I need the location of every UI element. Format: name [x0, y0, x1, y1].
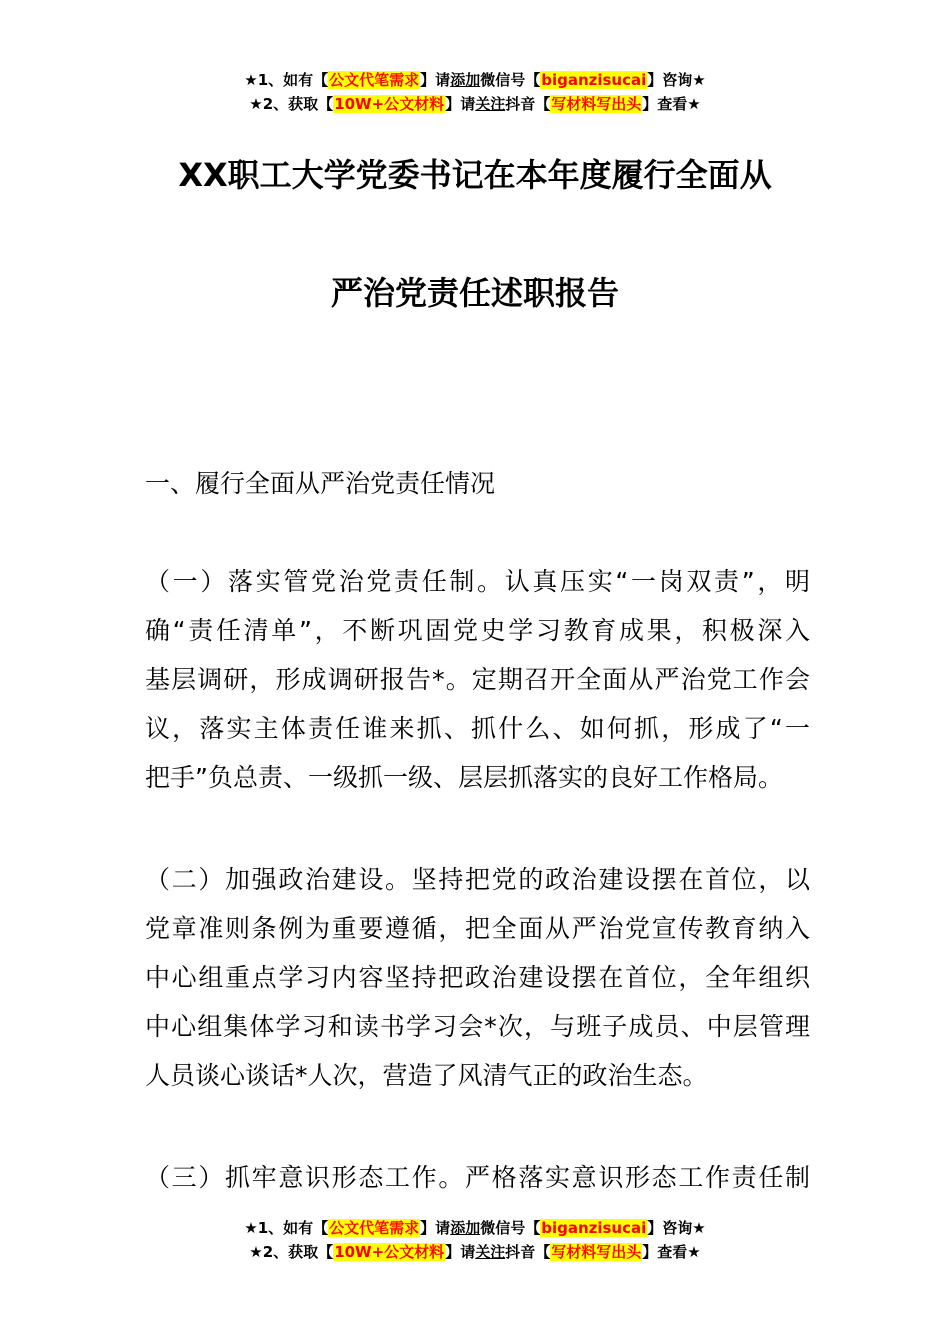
promo-text: 】请 [420, 71, 451, 89]
paragraph-line: 把手”负总责、一级抓一级、层层抓落实的良好工作格局。 [145, 763, 783, 792]
promo-underlined-text: 添加 [450, 1219, 481, 1237]
promo-text: 】查看★ [642, 95, 701, 113]
paragraph-line: 中心组集体学习和读书学习会*次，与班子成员、中层管理 [145, 1012, 810, 1041]
body-paragraph-3 [145, 1158, 810, 1207]
promo-text: ★2、获取【 [249, 95, 334, 113]
promo-text: 微信号【 [480, 71, 541, 89]
promo-highlight: 公文代笔需求 [329, 1219, 420, 1237]
document-title-line-2: 严治党责任述职报告 [330, 274, 619, 312]
promo-highlight: 10W+公文材料 [334, 95, 445, 113]
body-paragraph-2 [145, 860, 810, 1105]
promo-text: 】咨询★ [647, 1219, 706, 1237]
promo-highlight: 10W+公文材料 [334, 1243, 445, 1261]
document-title-line-1: XX职工大学党委书记在本年度履行全面从 [178, 156, 772, 194]
promo-text: 】咨询★ [647, 71, 706, 89]
promo-highlight-wechat-id: biganzisucai [541, 71, 647, 89]
promo-line-2 [0, 1240, 950, 1264]
promo-line-1 [0, 1216, 950, 1240]
promo-text: ★1、如有【 [244, 71, 329, 89]
paragraph-line: 基层调研，形成调研报告*。定期召开全面从严治党工作会 [145, 665, 810, 694]
promo-text: ★1、如有【 [244, 1219, 329, 1237]
paragraph-line: 确“责任清单”，不断巩固党史学习教育成果，积极深入 [145, 616, 810, 645]
body-paragraph-1 [145, 562, 810, 807]
paragraph-line: （一）落实管党治党责任制。认真压实“一岗双责”，明 [145, 567, 810, 596]
promo-text: ★2、获取【 [249, 1243, 334, 1261]
promo-text: 】请 [420, 1219, 451, 1237]
bottom-promo-banner [0, 1216, 950, 1264]
paragraph-line: （三）抓牢意识形态工作。严格落实意识形态工作责任制 [145, 1163, 810, 1192]
promo-highlight-douyin-id: 写材料写出头 [551, 1243, 642, 1261]
promo-highlight-douyin-id: 写材料写出头 [551, 95, 642, 113]
promo-line-2 [0, 92, 950, 116]
promo-underlined-text: 添加 [450, 71, 481, 89]
promo-line-1 [0, 68, 950, 92]
promo-highlight-wechat-id: biganzisucai [541, 1219, 647, 1237]
promo-text: 抖音【 [505, 95, 551, 113]
promo-underlined-text: 关注 [475, 95, 506, 113]
paragraph-line: 党章准则条例为重要遵循，把全面从严治党宣传教育纳入 [145, 914, 810, 943]
paragraph-line: 中心组重点学习内容坚持把政治建设摆在首位，全年组织 [145, 963, 810, 992]
paragraph-line: 人员谈心谈话*人次，营造了风清气正的政治生态。 [145, 1061, 708, 1090]
promo-text: 微信号【 [480, 1219, 541, 1237]
promo-underlined-text: 关注 [475, 1243, 506, 1261]
promo-text: 】请 [445, 1243, 476, 1261]
top-promo-banner [0, 68, 950, 116]
paragraph-line: 议，落实主体责任谁来抓、抓什么、如何抓，形成了“一 [145, 714, 810, 743]
promo-text: 】请 [445, 95, 476, 113]
promo-text: 抖音【 [505, 1243, 551, 1261]
promo-text: 】查看★ [642, 1243, 701, 1261]
promo-highlight: 公文代笔需求 [329, 71, 420, 89]
section-heading: 一、履行全面从严治党责任情况 [145, 469, 496, 498]
paragraph-line: （二）加强政治建设。坚持把党的政治建设摆在首位，以 [145, 865, 810, 894]
